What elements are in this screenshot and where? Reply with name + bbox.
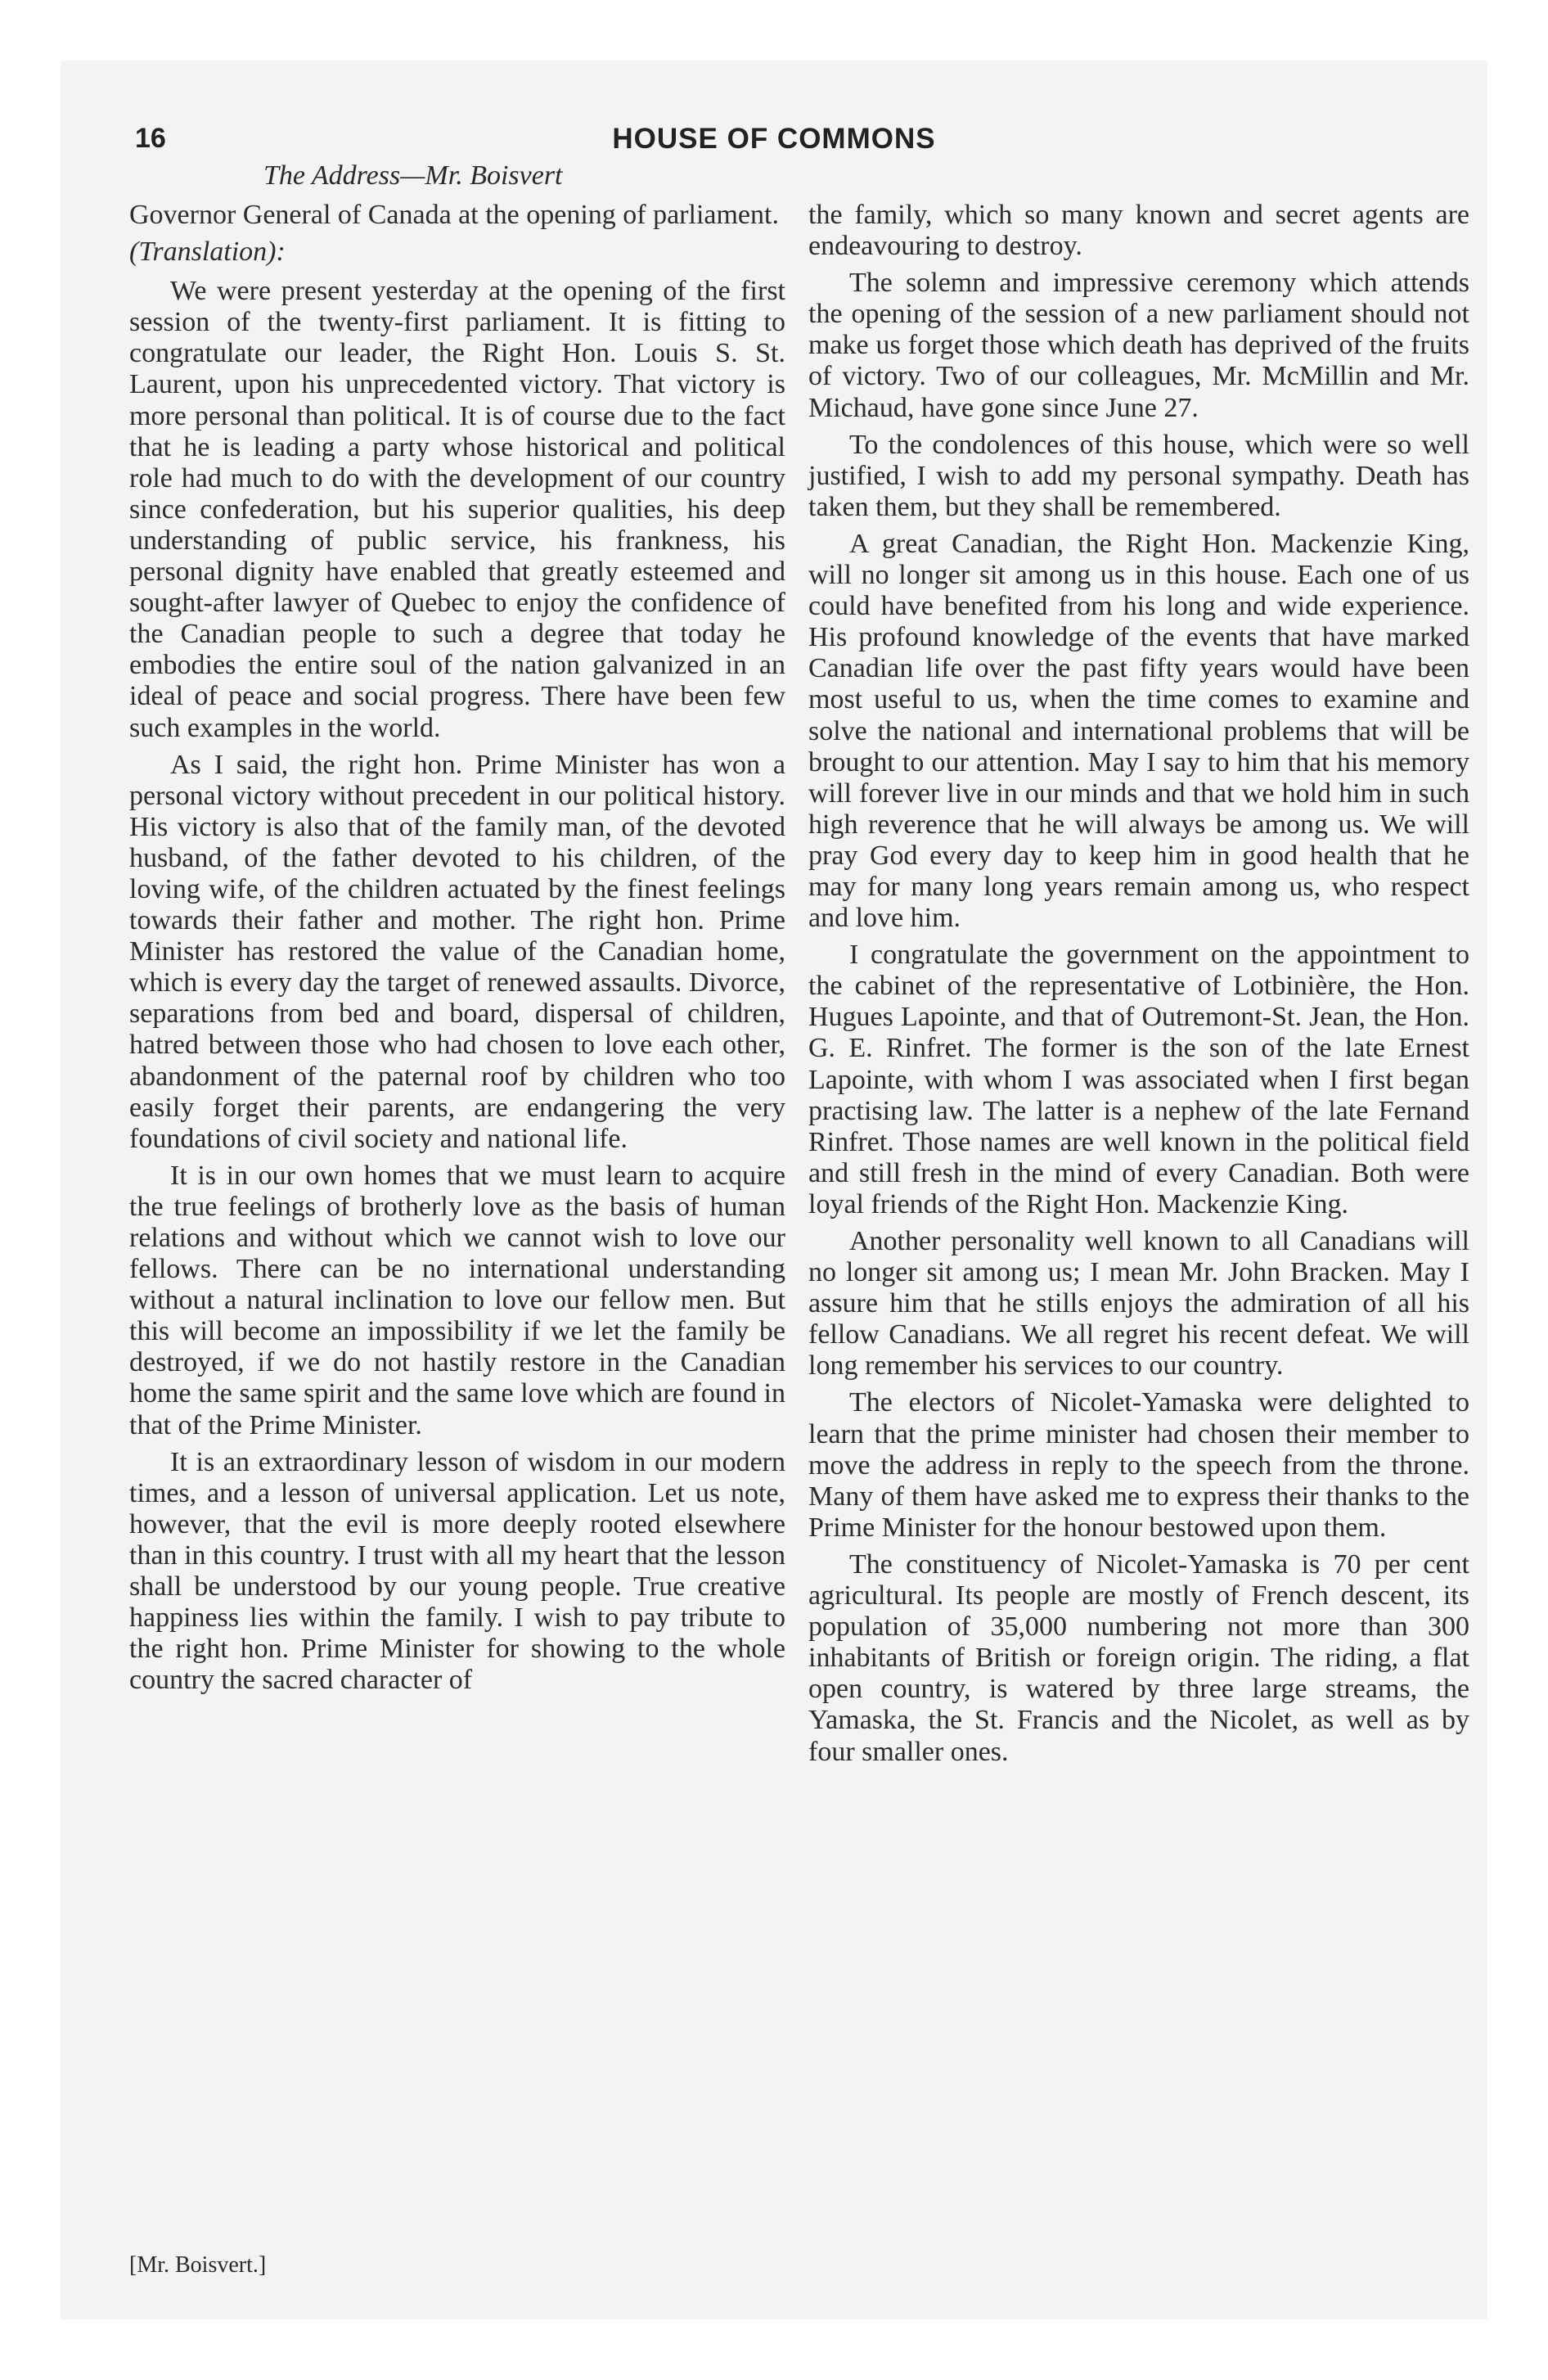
paragraph: It is an extraordinary lesson of wisdom in our modern times, and a lesson of universal application. Let us note, however, that the evil is more deeply rooted elsewhere than in this country. I trust with all my heart that the lesson shall be understood by our young people. True creative happiness lies within the family. I wish to pay tribute to the right hon. Prime Minister for showing to the whole country the sacred character of — [129, 1446, 785, 1696]
paragraph: Another personality well known to all Canadians will no longer sit among us; I mean Mr. John Bracken. May I assure him that he stills enjoys the admiration of all his fellow Canadians. We all regret his recent defeat. We will long remember his services to our country. — [808, 1226, 1469, 1382]
paragraph: Governor General of Canada at the opening of parliament. — [129, 200, 779, 230]
paragraph: The electors of Nicolet-Yamaska were delighted to learn that the prime minister had chosen their member to move the address in reply to the speech from the throne. Many of them have asked me to express their thanks to the Prime Minister for the honour bestowed upon them. — [808, 1387, 1469, 1543]
paragraph: The constituency of Nicolet-Yamaska is 70 per cent agricultural. Its people are mostly of French descent, its population of 35,000 numbering not more than 300 inhabitants of British or foreign origin. The riding, a flat open country, is watered by three large streams, the Yamaska, the St. Francis and the Nicolet, as well as by four smaller ones. — [808, 1548, 1469, 1767]
left-column — [129, 200, 785, 1702]
paragraph: It is in our own homes that we must learn to acquire the true feelings of brotherly love as the basis of human relations and without which we cannot wish to love our fellows. There can be no international understanding without a natural inclination to love our fellow men. But this will become an impossibility if we let the family be destroyed, if we do not hastily restore in the Canadian home the same spirit and the same love which are found in that of the Prime Minister. — [129, 1160, 785, 1440]
running-subtitle: The Address—Mr. Boisvert — [263, 160, 563, 191]
paragraph: To the condolences of this house, which were so well justified, I wish to add my personal sympathy. Death has taken them, but they shall be remembered. — [808, 429, 1469, 522]
translation-note: (Translation): — [129, 237, 286, 268]
page-number: 16 — [135, 123, 166, 154]
paragraph: As I said, the right hon. Prime Minister has won a personal victory without precedent in our political history. His victory is also that of the family man, of the devoted husband, of the father devoted to his children, of the loving wife, of the children actuated by the finest feelings towards their father and mother. The right hon. Prime Minister has restored the value of the Canadian home, which is every day the target of renewed assaults. Divorce, separations from bed and board, dispersal of children, hatred between those who had chosen to love each other, abandonment of the paternal roof by children who too easily forget their parents, are endangering the very foundations of civil society and national life. — [129, 749, 785, 1154]
paragraph: I congratulate the government on the appointment to the cabinet of the representative of Lotbinière, the Hon. Hugues Lapointe, and that of Outremont-St. Jean, the Hon. G. E. Rinfret. The former is the son of the late Ernest Lapointe, with whom I was associated when I first began practising law. The latter is a nephew of the late Fernand Rinfret. Those names are well known in the political field and still fresh in the mind of every Canadian. Both were loyal friends of the Right Hon. Mackenzie King. — [808, 940, 1469, 1219]
speaker-footer: [Mr. Boisvert.] — [129, 2252, 267, 2278]
paragraph: We were present yesterday at the opening of the first session of the twenty-first parliament. It is fitting to congratulate our leader, the Right Hon. Louis S. St. Laurent, upon his unprecedented victory. That victory is more personal than political. It is of course due to the fact that he is leading a party whose historical and political role had much to do with the development of our country since confederation, but his superior qualities, his deep understanding of public service, his frankness, his personal dignity have enabled that greatly esteemed and sought-after lawyer of Quebec to enjoy the confidence of the Canadian people to such a degree that today he embodies the entire soul of the nation galvanized in an ideal of peace and social progress. There have been few such examples in the world. — [129, 276, 785, 743]
paragraph: The solemn and impressive ceremony which attends the opening of the session of a new parliament should not make us forget those which death has deprived of the fruits of victory. Two of our colleagues, Mr. McMillin and Mr. Michaud, have gone since June 27. — [808, 268, 1469, 423]
paragraph: A great Canadian, the Right Hon. Mackenzie King, will no longer sit among us in this house. Each one of us could have benefited from his long and wide experience. His profound knowledge of the events that have marked Canadian life over the past fifty years would have been most useful to us, when the time comes to examine and solve the national and international problems that will be brought to our attention. May I say to him that his memory will forever live in our minds and that we hold him in such high reverence that he will always be among us. We will pray God every day to keep him in good health that he may for many long years remain among us, who respect and love him. — [808, 528, 1469, 934]
paragraph: the family, which so many known and secret agents are endeavouring to destroy. — [808, 200, 1469, 262]
page-title: HOUSE OF COMMONS — [612, 123, 936, 155]
right-column — [808, 200, 1469, 1774]
